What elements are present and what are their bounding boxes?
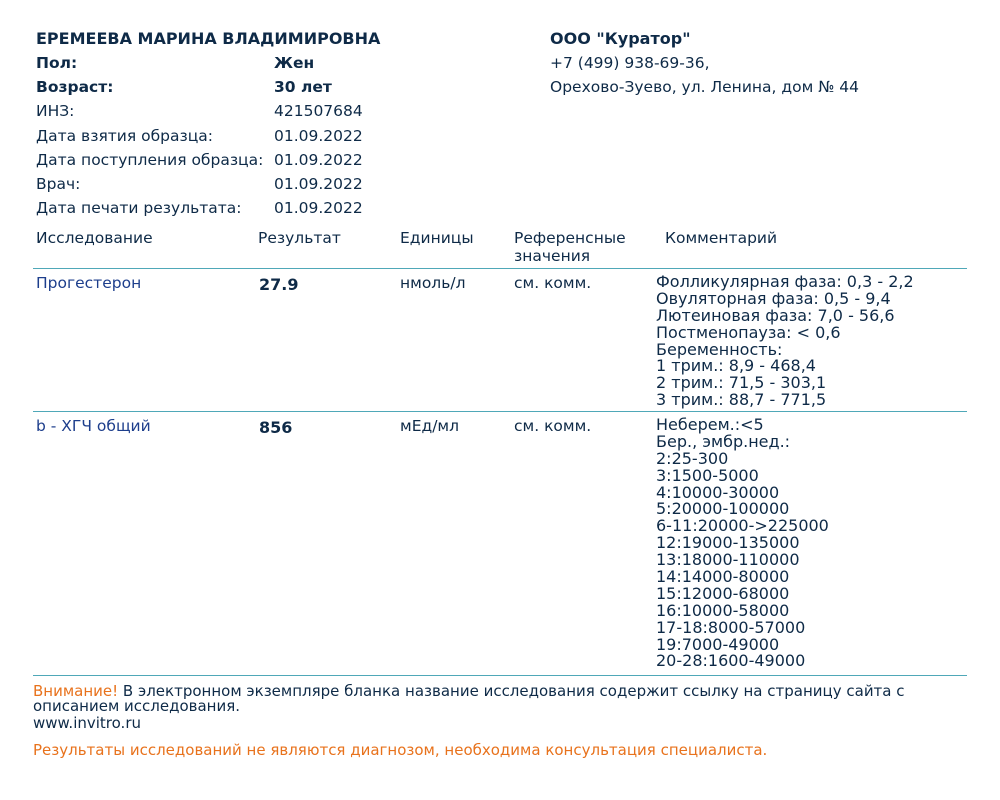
units-value: мЕд/мл <box>400 417 460 435</box>
disclaimer: Результаты исследований не являются диагнозом, необходима консультация специалиста. <box>33 741 768 759</box>
test-link-hcg[interactable]: b - ХГЧ общий <box>36 417 151 435</box>
patient-field-value: 01.09.2022 <box>274 174 363 193</box>
patient-field-value: Жен <box>274 54 315 72</box>
comment-line: 1 трим.: 8,9 - 468,4 <box>656 356 816 376</box>
patient-field-row <box>36 99 516 123</box>
divider <box>33 268 967 269</box>
comment-line: 13:18000-110000 <box>656 550 800 570</box>
warning-note <box>33 684 973 714</box>
warning-text: В электронном экземпляре бланка название исследования содержит ссылку на страницу сайта с описанием исследования. <box>33 682 905 715</box>
comment-line: 6-11:20000->225000 <box>656 516 829 536</box>
patient-field-row <box>36 148 516 172</box>
result-value: 27.9 <box>259 275 299 294</box>
comment-line: 4:10000-30000 <box>656 482 780 502</box>
patient-field-row <box>36 51 516 75</box>
patient-info <box>36 27 516 220</box>
header-comment: Комментарий <box>665 229 778 247</box>
reference-value: см. комм. <box>514 417 592 435</box>
warning-label: Внимание! <box>33 682 119 700</box>
reference-value: см. комм. <box>514 274 592 292</box>
patient-field-row <box>36 172 516 196</box>
patient-field-value: 01.09.2022 <box>274 126 363 145</box>
header-test: Исследование <box>36 229 153 247</box>
header-result: Результат <box>258 229 341 247</box>
comment-line: 14:14000-80000 <box>656 567 790 587</box>
comment-line: 3:1500-5000 <box>656 465 759 485</box>
comment-block <box>656 274 914 409</box>
comment-line: Лютеиновая фаза: 7,0 - 56,6 <box>656 305 895 325</box>
comment-line: Постменопауза: < 0,6 <box>656 322 841 342</box>
comment-line: 17-18:8000-57000 <box>656 617 806 637</box>
header-reference <box>514 229 626 265</box>
organization-phone: +7 (499) 938-69-36, <box>550 54 710 72</box>
comment-line: 5:20000-100000 <box>656 499 790 519</box>
patient-name: ЕРЕМЕЕВА МАРИНА ВЛАДИМИРОВНА <box>36 29 381 48</box>
result-value: 856 <box>259 418 293 437</box>
patient-field-value: 01.09.2022 <box>274 199 363 218</box>
patient-field-value: 421507684 <box>274 102 363 121</box>
comment-line: 12:19000-135000 <box>656 533 800 553</box>
comment-line: 3 трим.: 88,7 - 771,5 <box>656 390 827 410</box>
header-reference-line2: значения <box>514 247 591 265</box>
units-value: нмоль/л <box>400 274 466 292</box>
patient-field-label: Дата поступления образца: <box>36 150 264 169</box>
comment-line: Беременность: <box>656 339 783 359</box>
organization-address: Орехово-Зуево, ул. Ленина, дом № 44 <box>550 78 859 97</box>
site-link[interactable]: www.invitro.ru <box>33 714 141 732</box>
comment-line: Овуляторная фаза: 0,5 - 9,4 <box>656 288 891 308</box>
patient-field-label: Дата взятия образца: <box>36 126 214 145</box>
comment-line: Неберем.:<5 <box>656 415 764 434</box>
comment-line: 19:7000-49000 <box>656 634 780 654</box>
patient-field-value: 01.09.2022 <box>274 150 363 169</box>
organization-info <box>550 27 859 99</box>
patient-field-row <box>36 124 516 148</box>
comment-line: Фолликулярная фаза: 0,3 - 2,2 <box>656 272 914 291</box>
divider <box>33 411 967 412</box>
test-link-progesterone[interactable]: Прогестерон <box>36 274 142 292</box>
header-units: Единицы <box>400 229 474 247</box>
patient-field-label: Врач: <box>36 174 81 193</box>
comment-line: 15:12000-68000 <box>656 583 790 603</box>
divider <box>33 675 967 676</box>
header-reference-line1: Референсные <box>514 229 626 247</box>
patient-field-label: Пол: <box>36 54 78 72</box>
comment-block <box>656 417 829 670</box>
patient-field-row <box>36 75 516 99</box>
patient-field-row <box>36 196 516 220</box>
patient-field-value: 30 лет <box>274 78 332 97</box>
patient-fields <box>36 51 516 220</box>
comment-line: 2 трим.: 71,5 - 303,1 <box>656 373 827 393</box>
comment-line: 20-28:1600-49000 <box>656 651 806 671</box>
patient-field-label: Дата печати результата: <box>36 199 242 218</box>
patient-field-label: ИНЗ: <box>36 102 75 121</box>
patient-field-label: Возраст: <box>36 78 114 97</box>
comment-line: 2:25-300 <box>656 448 729 468</box>
comment-line: Бер., эмбр.нед.: <box>656 431 791 451</box>
organization-name: ООО "Куратор" <box>550 29 691 48</box>
comment-line: 16:10000-58000 <box>656 600 790 620</box>
